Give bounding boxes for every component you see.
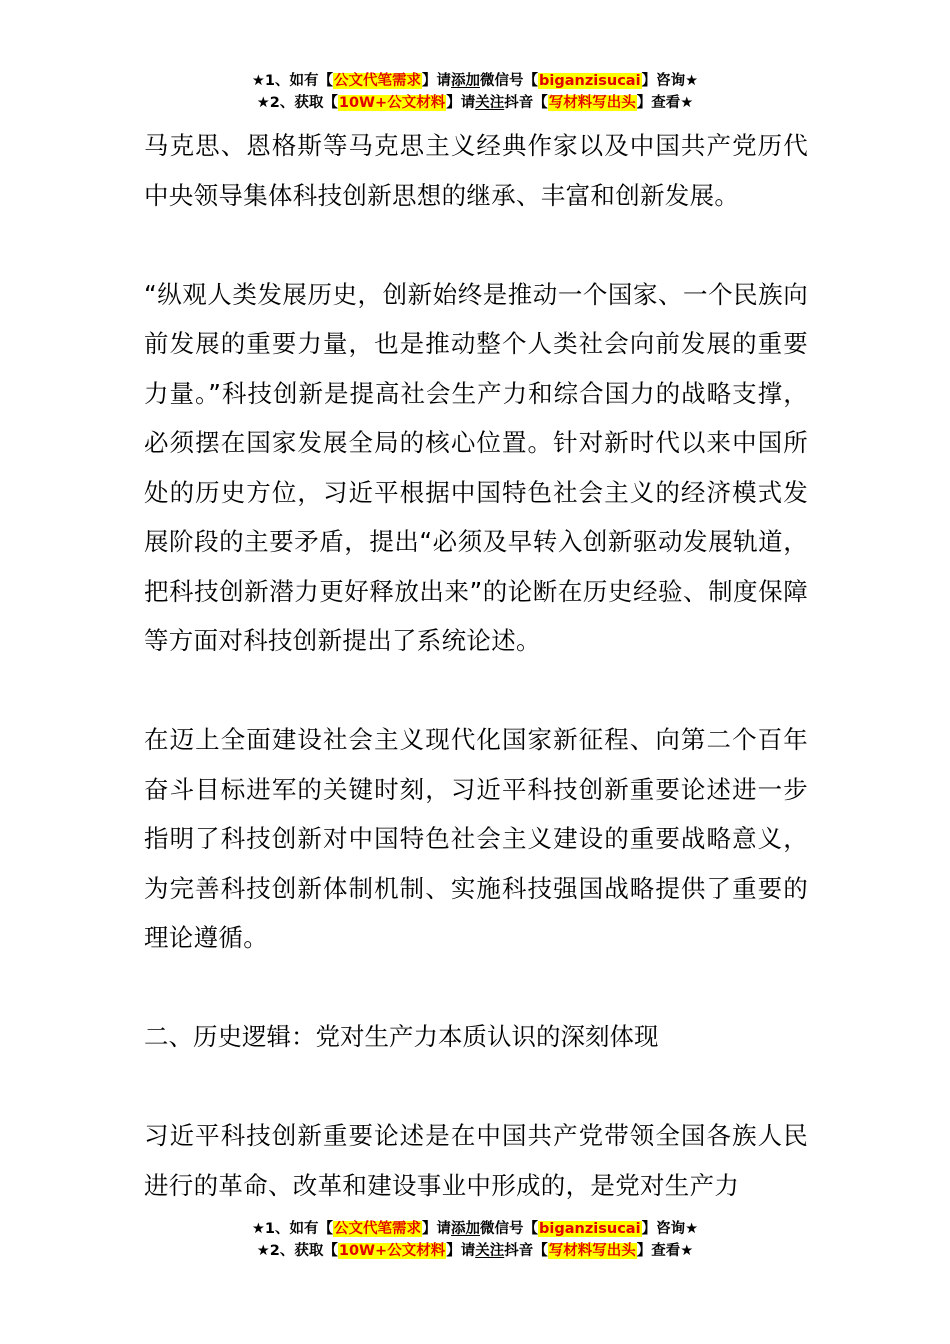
document-body xyxy=(144,121,808,1260)
banner-line-2-highlight-douyin: 写材料写出头 xyxy=(548,95,636,111)
footer-line-1-prefix: ★1、如有【 xyxy=(251,1221,334,1237)
footer-line-1-highlight-wechat: biganzisucai xyxy=(539,1221,641,1237)
footer-line-2-suffix: 】查看★ xyxy=(636,1243,694,1259)
footer-line-2-underline: 关注 xyxy=(475,1243,505,1259)
footer-line-1-highlight-service: 公文代笔需求 xyxy=(334,1221,422,1237)
banner-line-2 xyxy=(0,92,950,114)
footer-line-2-mid2: 抖音【 xyxy=(504,1243,548,1259)
banner-line-1-highlight-service: 公文代笔需求 xyxy=(334,73,422,89)
banner-line-1-underline: 添加 xyxy=(451,73,481,89)
banner-line-1-suffix: 】咨询★ xyxy=(641,73,699,89)
banner-line-2-mid2: 抖音【 xyxy=(504,95,548,111)
footer-line-2-highlight-douyin: 写材料写出头 xyxy=(548,1243,636,1259)
footer-line-1-suffix: 】咨询★ xyxy=(641,1221,699,1237)
paragraph-2: “纵观人类发展历史，创新始终是推动一个国家、一个民族向前发展的重要力量，也是推动整个人类社会向前发展的重要力量。”科技创新是提高社会生产力和综合国力的战略支撑，必须摆在国家发展全局的核心位置。针对新时代以来中国所处的历史方位，习近平根据中国特色社会主义的经济模式发展阶段的主要矛盾，提出“必须及早转入创新驱动发展轨道，把科技创新潜力更好释放出来”的论断在历史经验、制度保障等方面对科技创新提出了系统论述。 xyxy=(144,279,808,655)
footer-line-1-underline: 添加 xyxy=(451,1221,481,1237)
footer-line-1-mid2: 微信号【 xyxy=(480,1221,539,1237)
paragraph-3: 在迈上全面建设社会主义现代化国家新征程、向第二个百年奋斗目标进军的关键时刻，习近平科技创新重要论述进一步指明了科技创新对中国特色社会主义建设的重要战略意义，为完善科技创新体制机制、实施科技强国战略提供了重要的理论遵循。 xyxy=(144,725,808,952)
banner-line-1 xyxy=(0,70,950,92)
footer-line-1-mid: 】请 xyxy=(422,1221,452,1237)
header-banner xyxy=(0,70,950,114)
footer-banner-line-2 xyxy=(0,1240,950,1262)
banner-line-2-mid: 】请 xyxy=(446,95,476,111)
footer-banner xyxy=(0,1218,950,1262)
section-heading: 二、历史逻辑：党对生产力本质认识的深刻体现 xyxy=(144,1022,659,1051)
banner-line-1-mid2: 微信号【 xyxy=(480,73,539,89)
banner-line-2-underline: 关注 xyxy=(475,95,505,111)
footer-line-2-mid: 】请 xyxy=(446,1243,476,1259)
footer-line-2-prefix: ★2、获取【 xyxy=(256,1243,338,1259)
banner-line-1-prefix: ★1、如有【 xyxy=(251,73,334,89)
banner-line-2-prefix: ★2、获取【 xyxy=(256,95,338,111)
banner-line-1-mid: 】请 xyxy=(422,73,452,89)
footer-banner-line-1 xyxy=(0,1218,950,1240)
paragraph-4: 习近平科技创新重要论述是在中国共产党带领全国各族人民进行的革命、改革和建设事业中形成的，是党对生产力 xyxy=(144,1121,808,1200)
banner-line-1-highlight-wechat: biganzisucai xyxy=(539,73,641,89)
banner-line-2-suffix: 】查看★ xyxy=(636,95,694,111)
footer-line-2-highlight-materials: 10W+公文材料 xyxy=(338,1243,446,1259)
paragraph-1: 马克思、恩格斯等马克思主义经典作家以及中国共产党历代中央领导集体科技创新思想的继承、丰富和创新发展。 xyxy=(144,131,808,210)
banner-line-2-highlight-materials: 10W+公文材料 xyxy=(338,95,446,111)
